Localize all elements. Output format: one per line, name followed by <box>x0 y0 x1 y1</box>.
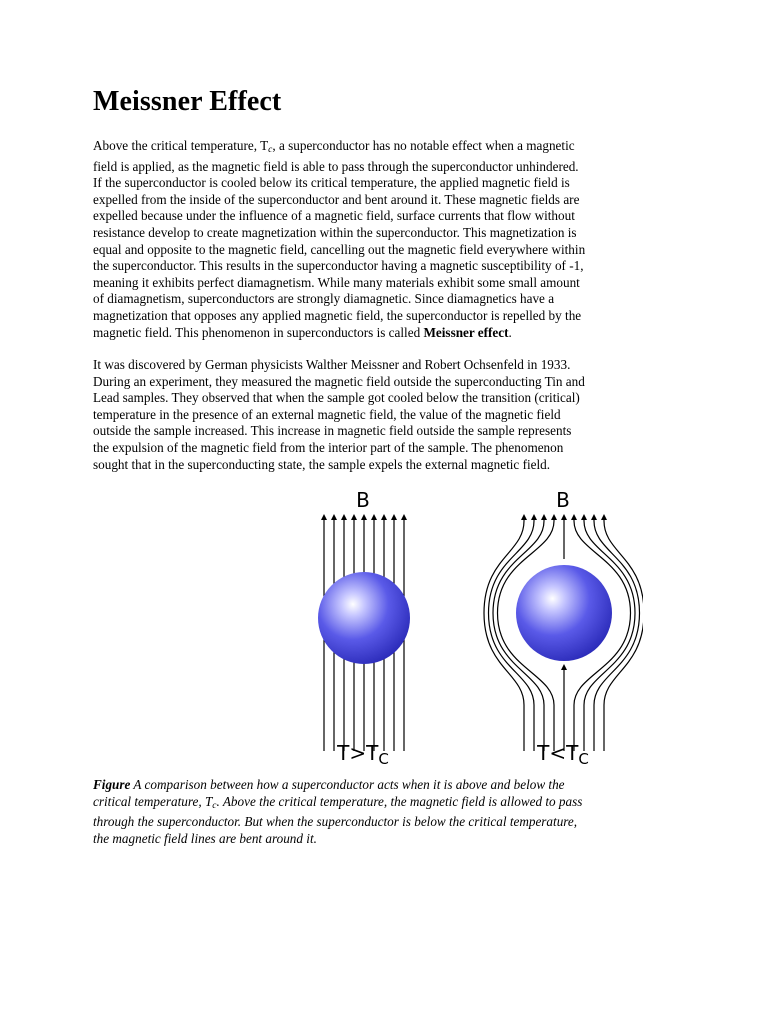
text-line: Above the critical temperature, $T_c$, a superconductor has no notable effect when a magnetic <box>93 138 575 155</box>
caption-label: Figure <box>93 777 131 792</box>
text-line: magnetic field. This phenomenon in superconductors is called Meissner effect. <box>93 324 512 340</box>
text-line: Lead samples. They observed that when the sample got cooled below the transition (critical) <box>93 390 580 406</box>
superconductor-sphere-normal <box>318 572 410 664</box>
meissner-figure <box>218 483 643 773</box>
text-line: magnetization that opposes any applied magnetic field, the superconductor is repelled by the <box>93 307 582 323</box>
text-line: sought that in the superconducting state, the sample expels the external magnetic field. <box>93 456 551 472</box>
normal-state-panel <box>318 488 410 768</box>
text-line: resistance develop to create magnetization within the superconductor. This magnetization is <box>93 224 577 240</box>
meissner-diagram <box>218 483 643 773</box>
text-line: expelled because under the influence of a magnetic field, surface currents that flow without <box>93 208 575 224</box>
text-line: the superconductor. This results in the superconductor having a magnetic susceptibility of -1, <box>93 258 584 274</box>
text-line: the expulsion of the magnetic field from the interior part of the sample. The phenomenon <box>93 439 564 455</box>
left-condition-label: $T>T_C$ <box>337 741 389 768</box>
left-field-label: B <box>356 488 370 512</box>
text-line: equal and opposite to the magnetic field, cancelling out the magnetic field everywhere within <box>93 241 586 257</box>
meissner-effect-term: Meissner effect <box>423 324 509 340</box>
paragraph-critical-temperature <box>93 138 678 341</box>
text-line: expelled from the inside of the superconductor and bent around it. These magnetic fields are <box>93 191 580 207</box>
text-line: It was discovered by German physicists Walther Meissner and Robert Ochsenfeld in 1933. <box>93 357 571 372</box>
page-title: Meissner Effect <box>93 86 282 117</box>
paragraph-discovery <box>93 357 678 473</box>
caption-line: through the superconductor. But when the superconductor is below the critical temperature, <box>93 814 578 830</box>
caption-line: critical temperature, $T_c$. Above the critical temperature, the magnetic field is allowed to pass <box>93 793 583 811</box>
text-line: temperature in the presence of an external magnetic field, the value of the magnetic field <box>93 406 561 422</box>
text-line: outside the sample increased. This increase in magnetic field outside the sample represents <box>93 423 572 439</box>
superconducting-state-panel <box>484 488 643 768</box>
right-field-label: B <box>556 488 570 512</box>
text-line: of diamagnetism, superconductors are strongly diamagnetic. Since diamagnetics have a <box>93 291 555 307</box>
superconductor-sphere-superconducting <box>516 565 612 661</box>
text-line: During an experiment, they measured the magnetic field outside the superconducting Tin and <box>93 373 585 389</box>
right-condition-label: $T<T_C$ <box>537 741 589 768</box>
figure-caption <box>93 777 678 847</box>
text-line: meaning it exhibits perfect diamagnetism. While many materials exhibit some small amount <box>93 274 580 290</box>
caption-line: Figure A comparison between how a superconductor acts when it is above and below the <box>93 777 565 792</box>
text-line: If the superconductor is cooled below its critical temperature, the applied magnetic field is <box>93 175 570 191</box>
caption-line: the magnetic field lines are bent around it. <box>93 830 317 846</box>
text-line: field is applied, as the magnetic field is able to pass through the superconductor unhindered. <box>93 158 579 174</box>
